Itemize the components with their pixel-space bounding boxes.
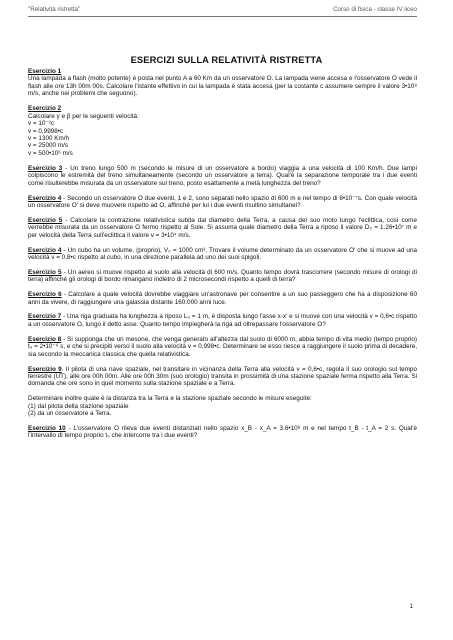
exercise-text: - Un cubo ha un volume, (proprio), V₀ = 1000 cm³. Trovare il volume determinato da un osservatore O' che si muove ad una velocità v = 0,8•c rispetto al cubo, in una direzione parallela ad uno dei suoi spigoli. xyxy=(28,246,418,262)
list-item: (2) da un osservatore a Terra. xyxy=(28,410,112,418)
exercise-text: - Calcolare a quale velocità dovrebbe viaggiare un'astronave per consentire a un suo passeggero che ha a disposizione 60 anni da vivere, di raggiungere una galassia distante 160.000 anni luce. xyxy=(28,291,417,306)
running-header xyxy=(28,6,417,17)
exercise-text: - Un aereo si muove rispetto al suolo alla velocità di 600 m/s. Quanto tempo dovrà trascorrere (secondo misure di orologi di terra) affinché gli orologi di bordo rimangano indietro di 2 microsecondi rispetto a quelli di terra? xyxy=(28,268,417,284)
header-right: Corso di fisica - classe IV liceo xyxy=(333,6,417,13)
exercise-4 xyxy=(28,195,417,210)
list-item: v = 0,9998•c xyxy=(28,127,64,135)
exercise-label: Esercizio 8 xyxy=(28,335,62,343)
exercise-11-question: Determinare inoltre quale è la distanza tra la Terra e la stazione spaziale secondo le misure eseguite: xyxy=(28,395,312,403)
exercise-label: Esercizio 6 xyxy=(28,291,62,299)
exercise-11 xyxy=(28,366,417,388)
page-title: ESERCIZI SULLA RELATIVITÀ RISTRETTA xyxy=(130,54,323,65)
list-item: (1) dal pilota della stazione spaziale xyxy=(28,402,129,410)
exercise-label: Esercizio 5 xyxy=(28,268,62,276)
exercise-label: Esercizio 5 xyxy=(28,216,63,224)
exercise-12 xyxy=(28,425,417,440)
exercise-text: - Un treno lungo 500 m (secondo le misure di un osservatore a bordo) viaggia a una velocità di 100 Km/h. Due lampi colpiscono le estremità del treno simultaneamente (secondo un osservatore a terra). Qual'è la separazione temporale tra i due eventi come risulterebbe misurata da un osservatore sul treno, posto esattamente a metà lunghezza del treno? xyxy=(28,164,417,187)
exercise-label: Esercizio 1 xyxy=(28,68,62,75)
exercise-9 xyxy=(28,313,417,328)
exercise-1 xyxy=(28,68,417,75)
exercise-text: . Il pilota di una nave spaziale, nel transitare in vicinanza della Terra alla velocità v = 0,6•c, regola il suo orologio sul tempo terrestre (UT), alle ore 00h 00m. Alle ore 00h 30m (suo orologio) transita in prossimità di una stazione spaziale ferma rispetto alla Terra. Si domanda che ore sono in quel momento sulla stazione spaziale e a Terra. xyxy=(28,365,417,388)
list-item: v = 500•10⁶ m/s xyxy=(28,149,73,157)
exercise-text: - Calcolare la contrazione relativistica subita dal diametro della Terra, a causa del suo moto lungo l'eclittica, così come verrebbe misurata da un osservatore O fermo rispetto al Sole. Si assuma quale diametro della Terra a riposo il valore D₀ = 1.26•10⁷ m e per velocità della Terra sull'eclittica il valore v = 3•10⁴ m/s. xyxy=(28,216,417,239)
exercise-label: Esercizio 4 xyxy=(28,246,62,254)
exercise-8 xyxy=(28,291,417,306)
list-item: v = 1300 Km/h xyxy=(28,135,70,143)
list-item: v = 25000 m/s xyxy=(28,142,69,150)
exercise-label: Esercizio 10 xyxy=(28,425,66,432)
exercise-3 xyxy=(28,165,417,187)
exercise-label: Esercizio 3 xyxy=(28,164,63,172)
header-left: "Relatività ristretta" xyxy=(28,6,81,13)
list-item: v = 10⁻²c xyxy=(28,120,55,128)
exercise-list xyxy=(28,68,417,440)
exercise-text: - Una riga graduata ha lunghezza a riposo L₀ = 1 m, è disposta lungo l'asse x-x' e si muove con una velocità v = 0,6•c rispetto a un osservatore O, lungo il detto asse. Quanto tempo impiegherà la riga ad oltrepassare l'osservatore O? xyxy=(28,313,417,328)
exercise-label: Esercizio 4 xyxy=(28,194,62,202)
exercise-6 xyxy=(28,247,417,262)
exercise-label: Esercizio 7 xyxy=(28,313,62,321)
exercise-text: - L'osservatore O rileva due eventi distanziati nello spazio x_B - x_A = 3.6•10⁸ m e nel tempo t_B - t_A = 2 s. Qual'è l'intervallo di tempo proprio t₀ che intercorre tra i due eventi? xyxy=(28,425,417,440)
exercise-2-intro: Calcolare γ e β per le seguenti velocità: xyxy=(28,112,139,120)
exercise-2 xyxy=(28,105,417,112)
exercise-1-text: Una lampada a flash (molto potente) è posta nel punto A a 60 Km da un osservatore O. La lampada viene accesa e l'osservatore O vede il flash alle ore 13h 00m 00s. Calcolare l'istante effettivo in cui la lampada è stata accesa (per la costante c assumere sempre il valore 3•10⁸ m/s, anche nei problemi che seguono). xyxy=(28,75,417,98)
page-number: 1 xyxy=(409,603,413,610)
exercise-label: Esercizio 9 xyxy=(28,365,62,373)
exercise-label: Esercizio 2 xyxy=(28,105,62,113)
exercise-5 xyxy=(28,217,417,239)
exercise-text: - Si supponga che un mesone, che venga generato all'altezza dal suolo di 6000 m, abbia tempo di vita medio (tempo proprio) t₀ = 2•10⁻⁶ s, e che si precipiti verso il suolo alla velocità v = 0,998•c. Determinare se esso riesce a raggiungere il suolo prima di decadere, sia secondo la meccanica classica che quella relativistica. xyxy=(28,335,417,358)
exercise-10 xyxy=(28,336,417,358)
exercise-text: - Secondo un osservatore O due eventi, 1 e 2, sono separati nello spazio di 600 m e nel tempo di 8•10⁻⁷s. Con quale velocità un osservatore O' si deve muovere rispetto ad O, affinché per lui i due eventi risultino simultanei? xyxy=(28,194,417,209)
exercise-7 xyxy=(28,269,417,284)
